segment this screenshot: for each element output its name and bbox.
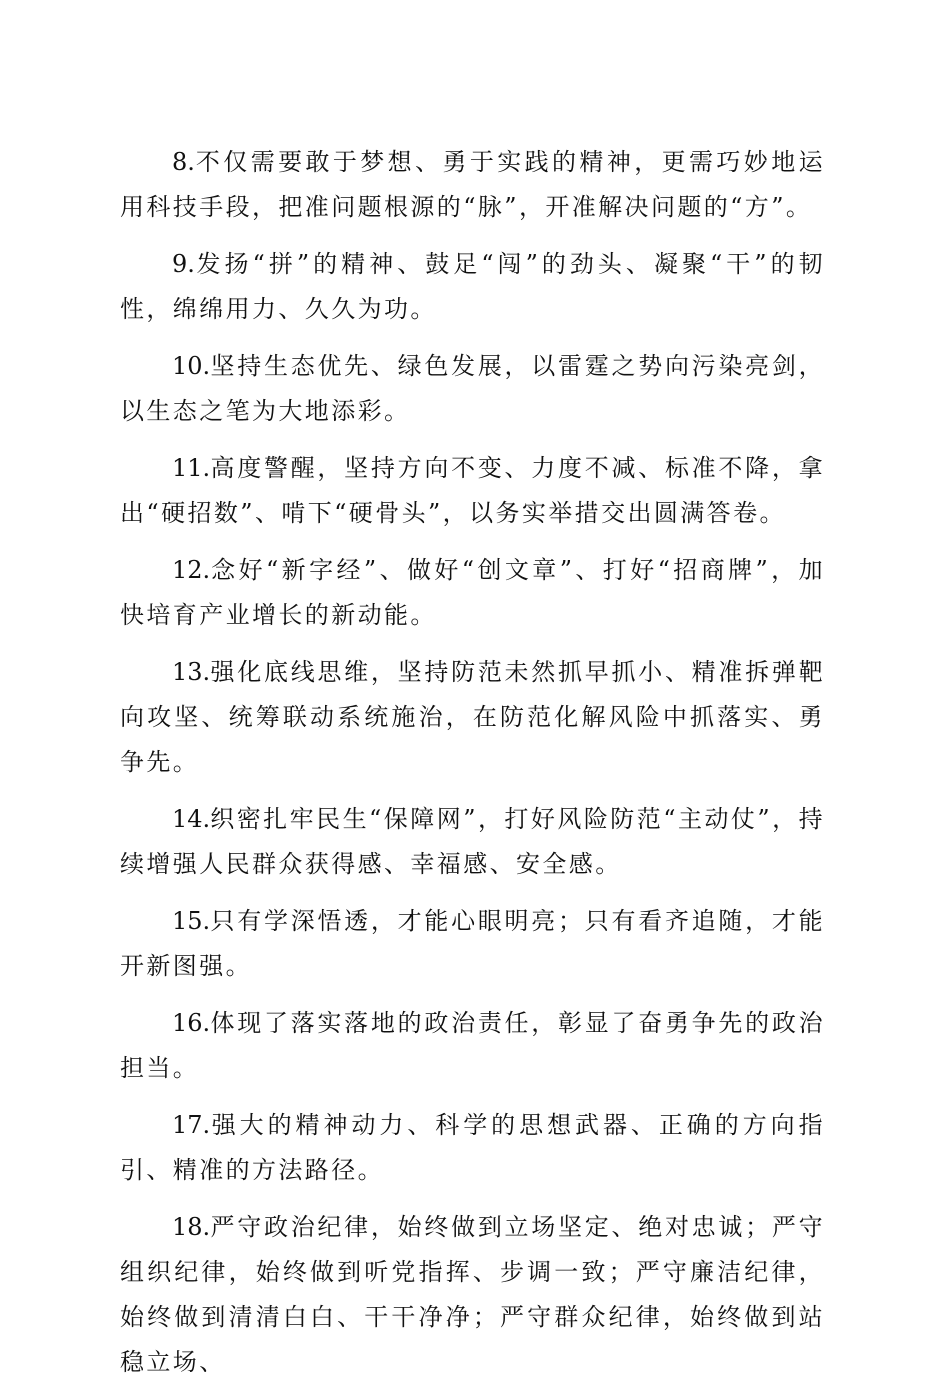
paragraph-text: 发扬“拼”的精神、鼓足“闯”的劲头、凝聚“干”的韧性，绵绵用力、久久为功。	[120, 250, 825, 323]
paragraph-text: 坚持生态优先、绿色发展，以雷霆之势向污染亮剑，以生态之笔为大地添彩。	[120, 352, 825, 425]
paragraph-text: 不仅需要敢于梦想、勇于实践的精神，更需巧妙地运用科技手段，把准问题根源的“脉”，开准解决问题的“方”。	[120, 148, 825, 221]
paragraph-12	[120, 548, 825, 638]
paragraph-number: 15.	[172, 907, 211, 935]
paragraph-text: 体现了落实落地的政治责任，彰显了奋勇争先的政治担当。	[120, 1009, 825, 1082]
paragraph-9	[120, 242, 825, 332]
paragraph-text: 强化底线思维，坚持防范未然抓早抓小、精准拆弹靶向攻坚、统筹联动系统施治，在防范化解风险中抓落实、勇争先。	[120, 658, 825, 776]
paragraph-number: 11.	[172, 454, 211, 482]
paragraph-number: 17.	[172, 1111, 211, 1139]
paragraph-17	[120, 1103, 825, 1193]
paragraph-text: 织密扎牢民生“保障网”，打好风险防范“主动仗”，持续增强人民群众获得感、幸福感、安全感。	[120, 805, 825, 878]
paragraph-18	[120, 1205, 825, 1385]
paragraph-number: 16.	[172, 1009, 211, 1037]
paragraph-14	[120, 797, 825, 887]
paragraph-text: 高度警醒，坚持方向不变、力度不减、标准不降，拿出“硬招数”、啃下“硬骨头”，以务实举措交出圆满答卷。	[120, 454, 825, 527]
paragraph-number: 18.	[172, 1213, 211, 1241]
paragraph-number: 13.	[172, 658, 211, 686]
paragraph-number: 10.	[172, 352, 211, 380]
paragraph-number: 12.	[172, 556, 211, 584]
paragraph-text: 念好“新字经”、做好“创文章”、打好“招商牌”，加快培育产业增长的新动能。	[120, 556, 825, 629]
paragraph-10	[120, 344, 825, 434]
paragraph-15	[120, 899, 825, 989]
paragraph-text: 强大的精神动力、科学的思想武器、正确的方向指引、精准的方法路径。	[120, 1111, 825, 1184]
paragraph-text: 严守政治纪律，始终做到立场坚定、绝对忠诚；严守组织纪律，始终做到听党指挥、步调一致；严守廉洁纪律，始终做到清清白白、干干净净；严守群众纪律，始终做到站稳立场、	[120, 1213, 825, 1376]
paragraph-text: 只有学深悟透，才能心眼明亮；只有看齐追随，才能开新图强。	[120, 907, 825, 980]
paragraph-number: 9.	[172, 250, 195, 278]
document-body	[120, 140, 825, 1397]
paragraph-13	[120, 650, 825, 785]
paragraph-11	[120, 446, 825, 536]
paragraph-16	[120, 1001, 825, 1091]
paragraph-number: 8.	[172, 148, 195, 176]
paragraph-8	[120, 140, 825, 230]
paragraph-number: 14.	[172, 805, 211, 833]
